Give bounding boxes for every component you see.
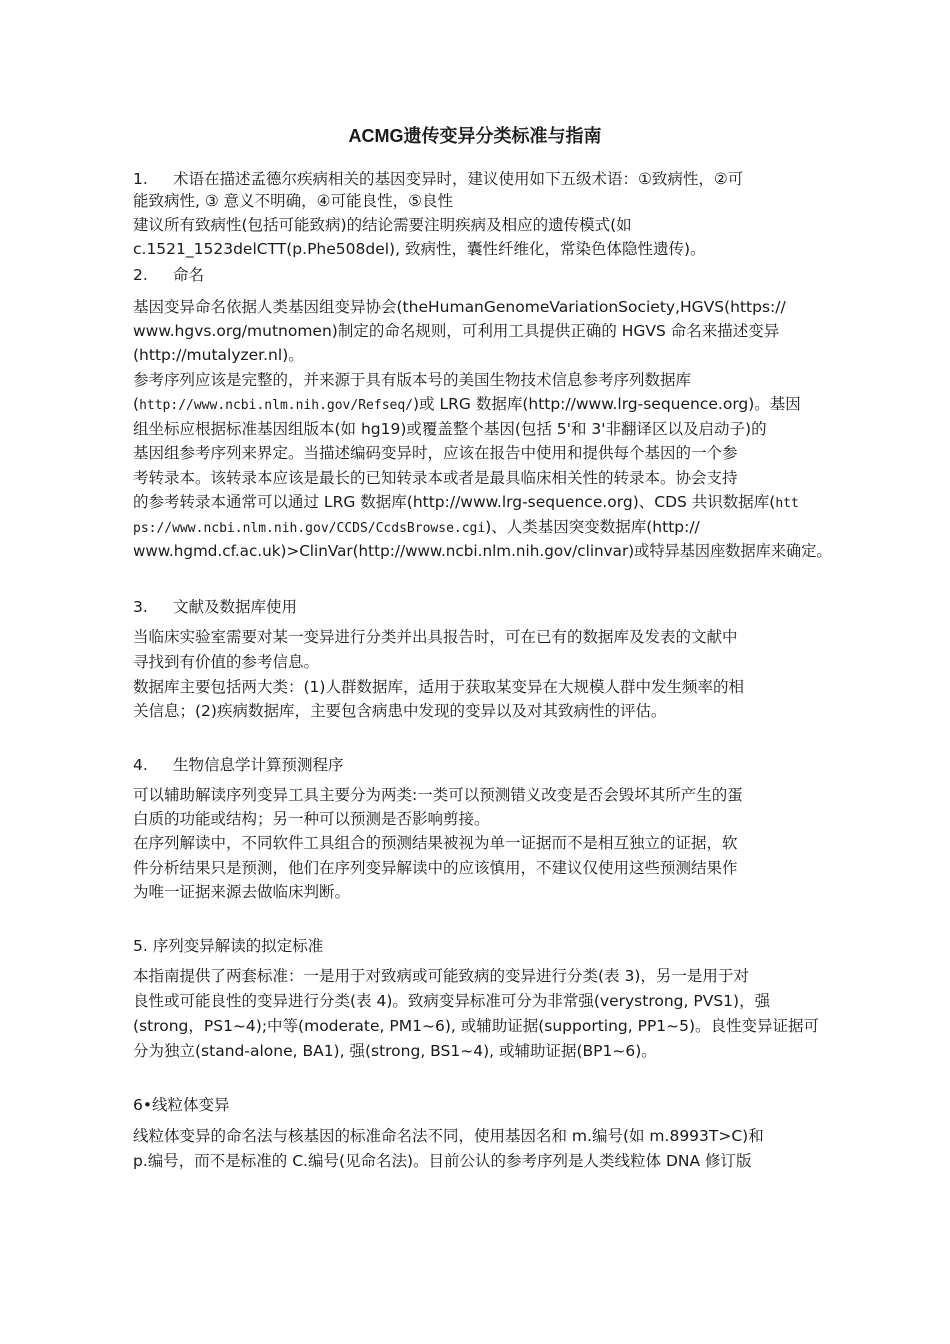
text-line: 分为独立(stand-alone, BA1), 强(strong, BS1~4), 或辅助证据(BP1~6)。 bbox=[133, 1042, 657, 1060]
text-line: 可以辅助解读序列变异工具主要分为两类:一类可以预测错义改变是否会毁坏其所产生的蛋 bbox=[133, 786, 743, 804]
text-line: (http://www.ncbi.nlm.nih.gov/Refseq/)或 LRG 数据库(http://www.lrg-sequence.org)。基因 bbox=[133, 395, 801, 413]
text-line: 组坐标应根据标准基因组版本(如 hg19)或覆盖整个基因(包括 5'和 3'非翻译区以及启动子)的 bbox=[133, 420, 767, 438]
text-line: c.1521_1523delCTT(p.Phe508del), 致病性，囊性纤维化，常染色体隐性遗传)。 bbox=[133, 240, 706, 258]
text-line: 建议所有致病性(包括可能致病)的结论需要注明疾病及相应的遗传模式(如 bbox=[133, 216, 632, 234]
text-line: 能致病性, ③ 意义不明确，④可能良性，⑤良性 bbox=[133, 192, 453, 210]
section-heading: 命名 bbox=[173, 266, 205, 284]
text-line: 线粒体变异的命名法与核基因的标准命名法不同，使用基因名和 m.编号(如 m.8993T>C)和 bbox=[133, 1127, 764, 1145]
text-line bbox=[133, 596, 297, 618]
text-line: 当临床实验室需要对某一变异进行分类并出具报告时，可在已有的数据库及发表的文献中 bbox=[133, 628, 738, 646]
document-title: ACMG遗传变异分类标准与指南 bbox=[348, 126, 602, 146]
section-number: 1. bbox=[133, 170, 148, 188]
text-line bbox=[133, 754, 344, 776]
text-line: 考转录本。该转录本应该是最长的已知转录本或者是最具临床相关性的转录本。协会支持 bbox=[133, 469, 738, 487]
section-number: 4. bbox=[133, 756, 148, 774]
text-line: 寻找到有价值的参考信息。 bbox=[133, 653, 320, 671]
text-line: 件分析结果只是预测，他们在序列变异解读中的应该慎用，不建议仅使用这些预测结果作 bbox=[133, 859, 738, 877]
text-line: 良性或可能良性的变异进行分类(表 4)。致病变异标准可分为非常强(verystrong, PVS1)，强 bbox=[133, 992, 771, 1010]
section-heading: 文献及数据库使用 bbox=[173, 598, 298, 616]
section-heading: 生物信息学计算预测程序 bbox=[173, 756, 344, 774]
text-line: 参考序列应该是完整的，并来源于具有版本号的美国生物技术信息参考序列数据库 bbox=[133, 371, 692, 389]
text-line: 1. 术语在描述孟德尔疾病相关的基因变异时，建议使用如下五级术语：①致病性，②可 bbox=[133, 170, 744, 188]
text-line bbox=[133, 264, 204, 286]
text-line: ps://www.ncbi.nlm.nih.gov/CCDS/CcdsBrowse.cgi)、人类基因突变数据库(http:// bbox=[133, 518, 700, 536]
text-line: 为唯一证据来源去做临床判断。 bbox=[133, 883, 351, 901]
text-line: 关信息；(2)疾病数据库，主要包含病患中发现的变异以及对其致病性的评估。 bbox=[133, 702, 667, 720]
text-line: 数据库主要包括两大类：(1)人群数据库，适用于获取某变异在大规模人群中发生频率的相 bbox=[133, 678, 744, 696]
section-heading: 6•线粒体变异 bbox=[133, 1096, 230, 1114]
text-line: p.编号，而不是标准的 C.编号(见命名法)。目前公认的参考序列是人类线粒体 DNA 修订版 bbox=[133, 1152, 752, 1170]
text-line: www.hgvs.org/mutnomen)制定的命名规则，可利用工具提供正确的 HGVS 命名来描述变异 bbox=[133, 322, 780, 340]
text-line: (strong，PS1~4);中等(moderate, PM1~6), 或辅助证据(supporting, PP1~5)。良性变异证据可 bbox=[133, 1017, 820, 1035]
text-line: (http://mutalyzer.nl)。 bbox=[133, 346, 304, 364]
section-heading: 5. 序列变异解读的拟定标准 bbox=[133, 937, 324, 955]
text-line: 的参考转录本通常可以通过 LRG 数据库(http://www.lrg-sequence.org)、CDS 共识数据库(htt bbox=[133, 493, 799, 511]
text-line: www.hgmd.cf.ac.uk)>ClinVar(http://www.ncbi.nlm.nih.gov/clinvar)或特异基因座数据库来确定。 bbox=[133, 542, 832, 560]
section-number: 2. bbox=[133, 266, 148, 284]
text-line: 在序列解读中，不同软件工具组合的预测结果被视为单一证据而不是相互独立的证据，软 bbox=[133, 834, 738, 852]
text-line: 基因变异命名依据人类基因组变异协会(theHumanGenomeVariationSociety,HGVS(https:// bbox=[133, 298, 786, 316]
text-line: 本指南提供了两套标准：一是用于对致病或可能致病的变异进行分类(表 3)，另一是用于对 bbox=[133, 967, 749, 985]
text-line: 基因组参考序列来界定。当描述编码变异时，应该在报告中使用和提供每个基因的一个参 bbox=[133, 444, 738, 462]
section-number: 3. bbox=[133, 598, 148, 616]
text-line: 白质的功能或结构；另一种可以预测是否影响剪接。 bbox=[133, 810, 490, 828]
